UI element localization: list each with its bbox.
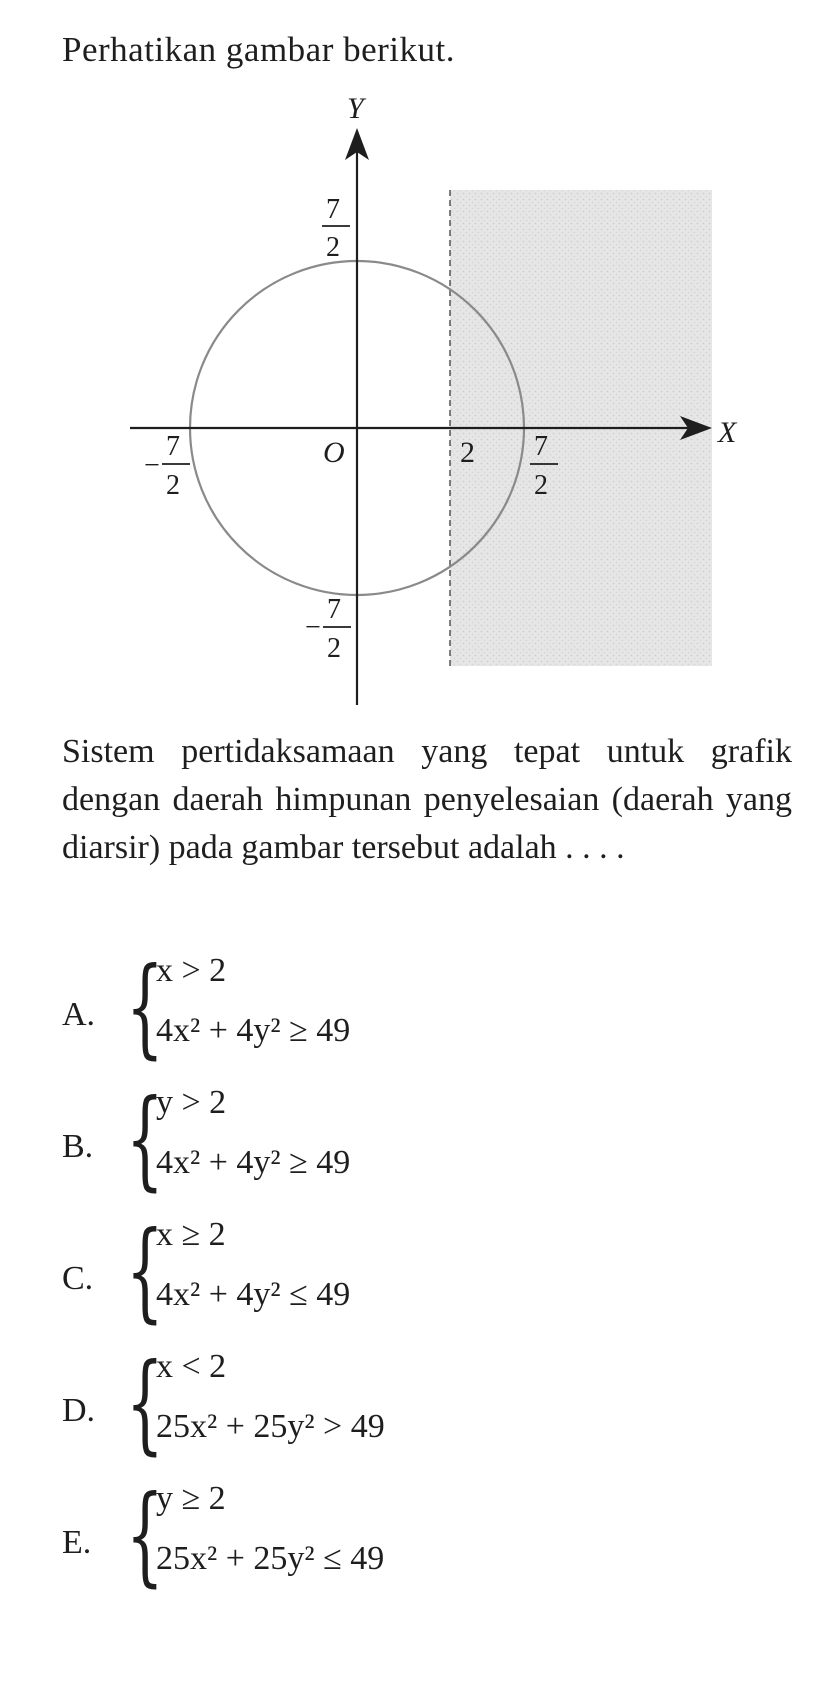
option-line-1: x > 2 (156, 952, 227, 989)
brace-icon: { (126, 1077, 164, 1202)
option-letter: A. (62, 996, 96, 1033)
svg-text:−: − (144, 450, 160, 481)
option-line-2: 4x² + 4y² ≤ 49 (156, 1276, 351, 1313)
tick-y-negative-seven-halves (305, 594, 351, 664)
option-line-1: y > 2 (156, 1084, 227, 1121)
y-axis-label: Y (347, 92, 364, 125)
option-line-2: 4x² + 4y² ≥ 49 (156, 1144, 351, 1181)
option-letter: C. (62, 1260, 94, 1297)
option-line-1: x < 2 (156, 1348, 227, 1385)
svg-text:7: 7 (534, 431, 548, 462)
brace-icon: { (126, 1209, 164, 1334)
tick-x-negative-seven-halves (144, 431, 190, 501)
question-text: Sistem pertidaksamaan yang tepat untuk grafik dengan daerah himpunan penyelesaian (daerah yang diarsir) pada gambar tersebut adalah . . . . (62, 733, 792, 866)
option-a[interactable] (62, 945, 762, 1070)
option-letter: E. (62, 1524, 92, 1561)
brace-icon: { (126, 1473, 164, 1598)
option-line-2: 25x² + 25y² > 49 (156, 1408, 385, 1445)
svg-text:−: − (305, 612, 321, 643)
option-line-2: 25x² + 25y² ≤ 49 (156, 1540, 385, 1577)
origin-label: O (323, 436, 345, 469)
graph-figure (0, 0, 840, 710)
option-letter: D. (62, 1392, 96, 1429)
brace-icon: { (126, 945, 164, 1070)
svg-text:7: 7 (327, 594, 341, 625)
x-axis-label: X (718, 416, 737, 449)
option-line-2: 4x² + 4y² ≥ 49 (156, 1012, 351, 1049)
tick-y-positive-seven-halves (322, 194, 350, 263)
option-e[interactable] (62, 1473, 762, 1598)
svg-text:2: 2 (534, 470, 548, 501)
option-c[interactable] (62, 1209, 762, 1334)
option-line-1: y ≥ 2 (156, 1480, 226, 1517)
svg-text:2: 2 (326, 232, 340, 263)
svg-text:7: 7 (326, 194, 340, 225)
option-d[interactable] (62, 1341, 762, 1466)
option-letter: B. (62, 1128, 94, 1165)
option-b[interactable] (62, 1077, 762, 1202)
tick-x-2: 2 (460, 436, 475, 469)
svg-text:2: 2 (327, 633, 341, 664)
brace-icon: { (126, 1341, 164, 1466)
svg-text:7: 7 (166, 431, 180, 462)
svg-text:2: 2 (166, 470, 180, 501)
option-line-1: x ≥ 2 (156, 1216, 226, 1253)
intro-text: Perhatikan gambar berikut. (62, 30, 456, 69)
